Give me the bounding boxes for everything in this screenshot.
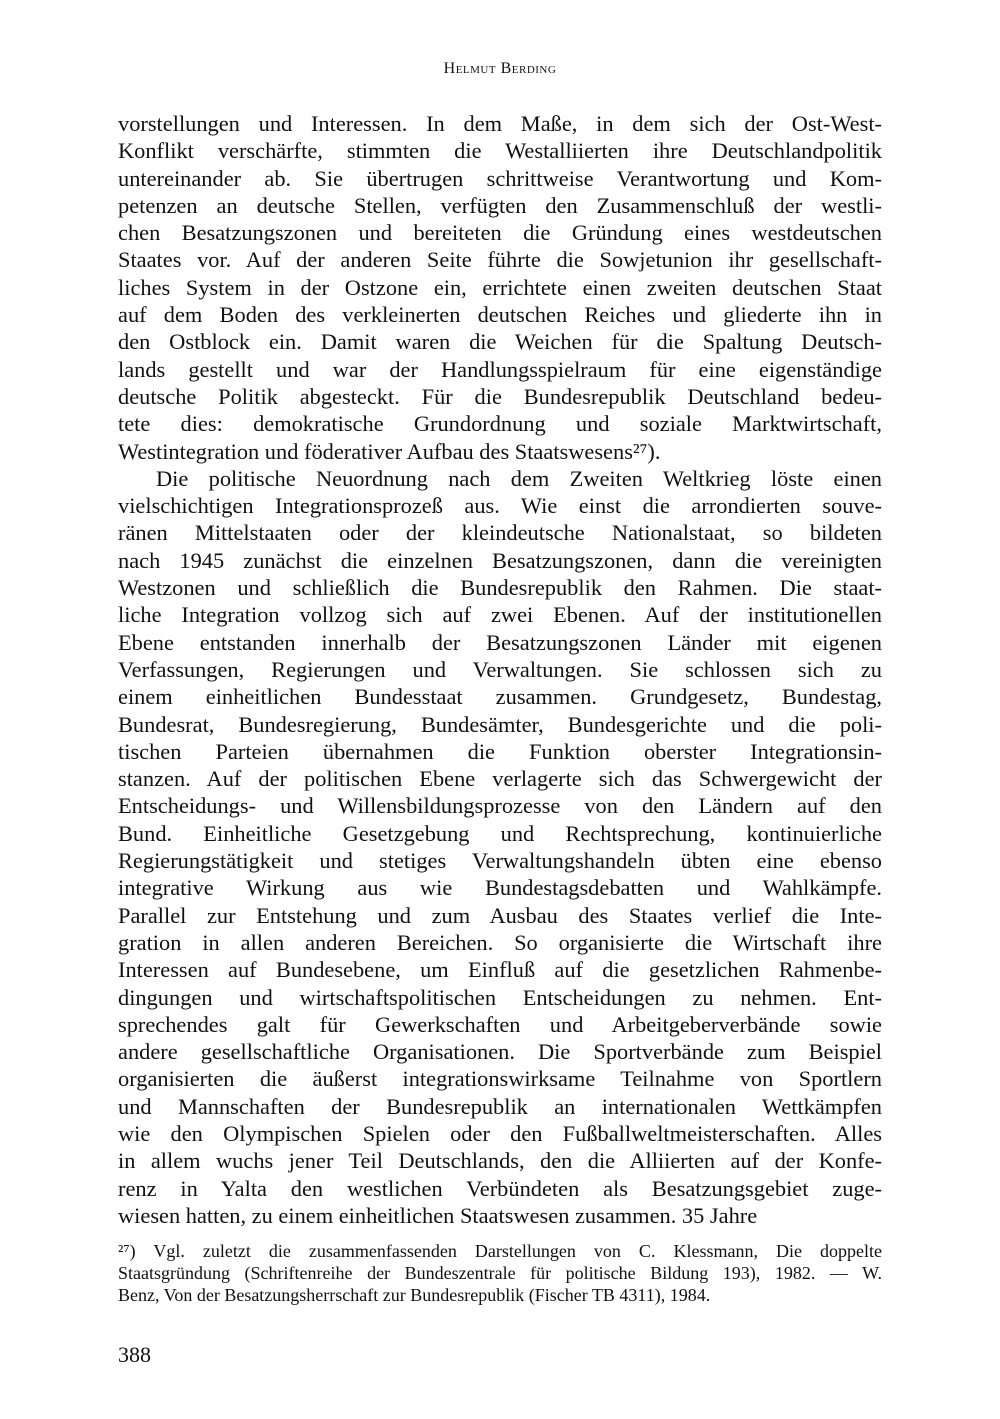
body-line: andere gesellschaftliche Organisationen. Die Sportverbände zum Beispiel [118, 1039, 882, 1065]
body-line: stanzen. Auf der politischen Ebene verlagerte sich das Schwergewicht der [118, 766, 882, 792]
body-line: Westzonen und schließlich die Bundesrepublik den Rahmen. Die staat- [118, 575, 882, 601]
body-line: wie den Olympischen Spielen oder den Fußballweltmeisterschaften. Alles [118, 1120, 882, 1146]
body-line: ränen Mittelstaaten oder der kleindeutsche Nationalstaat, so bildeten [118, 520, 882, 546]
body-line: tete dies: demokratische Grundordnung und soziale Marktwirtschaft, [118, 411, 882, 437]
body-line: Bundesrat, Bundesregierung, Bundesämter, Bundesgerichte und die poli- [118, 711, 882, 737]
footnote-line: Benz, Von der Besatzungsherrschaft zur Bundesrepublik (Fischer TB 4311), 1984. [118, 1285, 711, 1305]
body-line: in allem wuchs jener Teil Deutschlands, den die Alliierten auf der Konfe- [118, 1148, 882, 1174]
body-line: chen Besatzungszonen und bereiteten die Gründung eines westdeutschen [118, 220, 882, 246]
body-line: einem einheitlichen Bundesstaat zusammen. Grundgesetz, Bundestag, [118, 684, 882, 710]
body-text [118, 110, 882, 1229]
body-line: dingungen und wirtschaftspolitischen Entscheidungen zu nehmen. Ent- [118, 984, 882, 1010]
body-line: deutsche Politik abgesteckt. Für die Bundesrepublik Deutschland bedeu- [118, 383, 882, 409]
body-line: nach 1945 zunächst die einzelnen Besatzungszonen, dann die vereinigten [118, 547, 882, 573]
body-line: Regierungstätigkeit und stetiges Verwaltungshandeln übten eine ebenso [118, 848, 882, 874]
body-line: vielschichtigen Integrationsprozeß aus. Wie einst die arrondierten souve- [118, 493, 882, 519]
body-line: Parallel zur Entstehung und zum Ausbau des Staates verlief die Inte- [118, 902, 882, 928]
body-line: wiesen hatten, zu einem einheitlichen Staatswesen zusammen. 35 Jahre [118, 1202, 758, 1228]
body-line: untereinander ab. Sie übertrugen schrittweise Verantwortung und Kom- [118, 165, 882, 191]
body-line: petenzen an deutsche Stellen, verfügten den Zusammenschluß der westli- [118, 192, 882, 218]
body-line: Interessen auf Bundesebene, um Einfluß auf die gesetzlichen Rahmenbe- [118, 957, 882, 983]
body-line: tischen Parteien übernahmen die Funktion oberster Integrationsin- [118, 738, 882, 764]
footnote-line: ²⁷) Vgl. zuletzt die zusammenfassenden Darstellungen von C. Klessmann, Die doppelte [118, 1241, 882, 1261]
body-line: Bund. Einheitliche Gesetzgebung und Rechtsprechung, kontinuierliche [118, 820, 882, 846]
page-number: 388 [118, 1342, 151, 1367]
body-line: Die politische Neuordnung nach dem Zweiten Weltkrieg löste einen [156, 465, 882, 491]
body-line: renz in Yalta den westlichen Verbündeten als Besatzungsgebiet zuge- [118, 1175, 882, 1201]
body-line: den Ostblock ein. Damit waren die Weichen für die Spaltung Deutsch- [118, 329, 882, 355]
body-line: lands gestellt und war der Handlungsspielraum für eine eigenständige [118, 356, 882, 382]
body-line: Konflikt verschärfte, stimmten die Westalliierten ihre Deutschlandpolitik [118, 138, 882, 164]
body-line: gration in allen anderen Bereichen. So organisierte die Wirtschaft ihre [118, 929, 882, 955]
body-line: Staates vor. Auf der anderen Seite führte die Sowjetunion ihr gesellschaft- [118, 247, 882, 273]
body-line: integrative Wirkung aus wie Bundestagsdebatten und Wahlkämpfe. [118, 875, 882, 901]
footnotes [118, 1240, 882, 1306]
body-line: und Mannschaften der Bundesrepublik an internationalen Wettkämpfen [118, 1093, 882, 1119]
body-line: liche Integration vollzog sich auf zwei Ebenen. Auf der institutionellen [118, 602, 882, 628]
body-line: auf dem Boden des verkleinerten deutschen Reiches und gliederte ihn in [118, 302, 882, 328]
body-line: Westintegration und föderativer Aufbau des Staatswesens²⁷). [118, 438, 661, 464]
body-line: organisierten die äußerst integrationswirksame Teilnahme von Sportlern [118, 1066, 882, 1092]
footnote-line: Staatsgründung (Schriftenreihe der Bundeszentrale für politische Bildung 193), 1982. — W. [118, 1263, 882, 1283]
body-line: sprechendes galt für Gewerkschaften und Arbeitgeberverbände sowie [118, 1011, 882, 1037]
running-head: Helmut Berding [443, 60, 557, 77]
body-line: Entscheidungs- und Willensbildungsprozesse von den Ländern auf den [118, 793, 882, 819]
body-line: Verfassungen, Regierungen und Verwaltungen. Sie schlossen sich zu [118, 656, 882, 682]
body-line: liches System in der Ostzone ein, errichtete einen zweiten deutschen Staat [118, 274, 882, 300]
body-line: Ebene entstanden innerhalb der Besatzungszonen Länder mit eigenen [118, 629, 882, 655]
body-line: vorstellungen und Interessen. In dem Maße, in dem sich der Ost-West- [118, 111, 882, 136]
